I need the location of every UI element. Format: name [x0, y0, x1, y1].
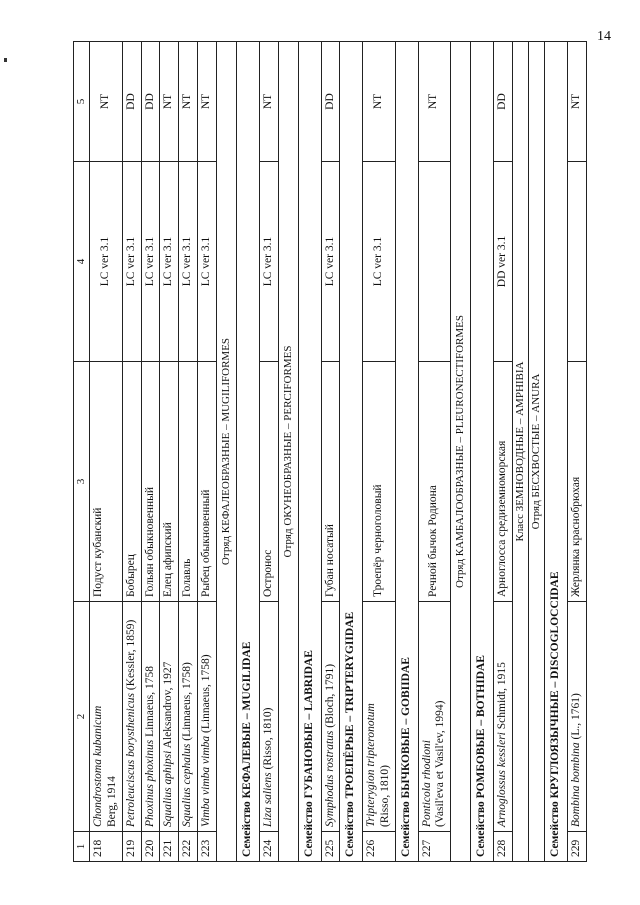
species-author: (Risso, 1810)	[378, 765, 391, 827]
iucn-status: DD ver 3.1	[494, 162, 513, 362]
russian-name: Голавль	[179, 362, 198, 602]
category: NT	[568, 42, 587, 162]
species-author: Linnaeus, 1758	[143, 666, 156, 737]
iucn-status: LC ver 3.1	[179, 162, 198, 362]
iucn-status: LC ver 3.1	[197, 162, 216, 362]
table-row	[141, 42, 160, 862]
header-col-5: 5	[74, 42, 90, 162]
table-row	[160, 42, 179, 862]
row-number: 218	[90, 832, 123, 862]
header-col-3: 3	[74, 362, 90, 602]
scan-mark	[4, 58, 7, 62]
russian-name: Елец афипский	[160, 362, 179, 602]
header-col-2: 2	[74, 602, 90, 832]
row-number: 223	[197, 832, 216, 862]
row-number: 224	[259, 832, 278, 862]
species-author: (Linnaeus, 1758)	[199, 654, 212, 733]
family-heading: Семейство РОМБОВЫЕ – BOTHIDAE	[471, 42, 494, 862]
russian-name: Троепёр черноголовый	[363, 362, 396, 602]
order-row	[451, 42, 471, 862]
species-author: Aleksandrov, 1927	[162, 661, 175, 749]
russian-name: Арноглосса средиземноморская	[494, 362, 513, 602]
row-number: 220	[141, 832, 160, 862]
scientific-name	[90, 602, 123, 832]
table-row	[418, 42, 451, 862]
species-author: (Linnaeus, 1758)	[181, 662, 194, 741]
scientific-name	[321, 602, 340, 832]
family-row	[471, 42, 494, 862]
iucn-status: LC ver 3.1	[141, 162, 160, 362]
table-row	[494, 42, 513, 862]
table-row	[197, 42, 216, 862]
category: NT	[160, 42, 179, 162]
species-name: Phoxinus phoxinus	[143, 739, 156, 827]
russian-name: Остронос	[259, 362, 278, 602]
table-row	[568, 42, 587, 862]
row-number: 227	[418, 832, 451, 862]
family-row	[395, 42, 418, 862]
species-name: Liza saliens	[261, 772, 274, 827]
scientific-name	[568, 602, 587, 832]
scientific-name	[160, 602, 179, 832]
category: DD	[321, 42, 340, 162]
category: NT	[363, 42, 396, 162]
russian-name: Гольян обыкновенный	[141, 362, 160, 602]
russian-name: Подуст кубанский	[90, 362, 123, 602]
table-row	[179, 42, 198, 862]
species-table	[73, 41, 587, 862]
species-author: (Risso, 1810)	[261, 707, 274, 770]
scientific-name	[259, 602, 278, 832]
russian-name: Бобырец	[122, 362, 141, 602]
species-name: Squalius cephalus	[181, 743, 194, 827]
row-number: 225	[321, 832, 340, 862]
table-row	[122, 42, 141, 862]
species-name: Vimba vimba vimba	[199, 735, 212, 827]
species-name: Petroleuciscus borysthenicus	[124, 692, 137, 827]
row-number: 229	[568, 832, 587, 862]
russian-name: Жерлянка краснобрюхая	[568, 362, 587, 602]
table-row	[90, 42, 123, 862]
species-author: Berg, 1914	[105, 776, 118, 827]
species-name: Squalius aphipsi	[162, 750, 175, 827]
row-number: 222	[179, 832, 198, 862]
species-name: Bombina bombina	[570, 742, 583, 827]
iucn-status	[568, 162, 587, 362]
species-table-rotated	[73, 42, 583, 862]
header-col-1: 1	[74, 832, 90, 862]
iucn-status: LC ver 3.1	[363, 162, 396, 362]
category: DD	[141, 42, 160, 162]
order-row	[529, 42, 545, 862]
iucn-status: LC ver 3.1	[321, 162, 340, 362]
scientific-name	[179, 602, 198, 832]
family-heading: Семейство КРУГЛОЯЗЫЧНЫЕ – DISCOGLOCCIDAE	[545, 42, 568, 862]
category: NT	[197, 42, 216, 162]
header-row	[74, 42, 90, 862]
scientific-name	[494, 602, 513, 832]
header-col-4: 4	[74, 162, 90, 362]
order-row	[216, 42, 236, 862]
family-row	[545, 42, 568, 862]
category: NT	[179, 42, 198, 162]
iucn-status	[418, 162, 451, 362]
category: NT	[418, 42, 451, 162]
iucn-status: LC ver 3.1	[90, 162, 123, 362]
row-number: 226	[363, 832, 396, 862]
iucn-status: LC ver 3.1	[160, 162, 179, 362]
species-author: Schmidt, 1915	[496, 662, 509, 730]
scientific-name	[141, 602, 160, 832]
family-row	[236, 42, 259, 862]
order-row	[278, 42, 298, 862]
scientific-name	[197, 602, 216, 832]
species-author: (Kessler, 1859)	[124, 619, 137, 691]
species-name: Tripterygion tripteronotum	[365, 703, 378, 827]
species-name: Arnoglossus kessleri	[496, 732, 509, 827]
order-heading: Отряд БЕСХВОСТЫЕ – ANURA	[529, 42, 545, 862]
table-row	[363, 42, 396, 862]
order-heading: Отряд ОКУНЕОБРАЗНЫЕ – PERCIFORMES	[278, 42, 298, 862]
category: DD	[494, 42, 513, 162]
species-name: Symphodus rostratus	[323, 730, 336, 827]
russian-name: Губан носатый	[321, 362, 340, 602]
species-name: Chondrostoma kubanicum	[92, 705, 105, 827]
russian-name: Речной бычок Родиона	[418, 362, 451, 602]
scientific-name	[418, 602, 451, 832]
family-heading: Семейство БЫЧКОВЫЕ – GOBIIDAE	[395, 42, 418, 862]
category: DD	[122, 42, 141, 162]
class-heading: Класс ЗЕМНОВОДНЫЕ – AMPHIBIA	[512, 42, 528, 862]
iucn-status: LC ver 3.1	[122, 162, 141, 362]
order-heading: Отряд КЕФАЛЕОБРАЗНЫЕ – MUGILIFORMES	[216, 42, 236, 862]
family-heading: Семейство ТРОЕПЁРЫЕ – TRIPTERYGIIDAE	[340, 42, 363, 862]
species-author: (Bloch, 1791)	[323, 663, 336, 728]
species-name: Ponticola rhodioni	[420, 740, 433, 827]
table-row	[321, 42, 340, 862]
family-row	[340, 42, 363, 862]
family-heading: Семейство ГУБАНОВЫЕ – LABRIDAE	[298, 42, 321, 862]
species-author: (L., 1761)	[570, 693, 583, 740]
table-row	[259, 42, 278, 862]
page-number: 14	[597, 29, 611, 44]
russian-name: Рыбец обыкновенный	[197, 362, 216, 602]
family-heading: Семейство КЕФАЛЕВЫЕ – MUGILIDAE	[236, 42, 259, 862]
order-heading: Отряд КАМБАЛООБРАЗНЫЕ – PLEURONECTIFORMES	[451, 42, 471, 862]
category: NT	[259, 42, 278, 162]
row-number: 221	[160, 832, 179, 862]
row-number: 219	[122, 832, 141, 862]
species-author: (Vasil'eva et Vasil'ev, 1994)	[434, 700, 447, 827]
family-row	[298, 42, 321, 862]
category: NT	[90, 42, 123, 162]
scientific-name	[122, 602, 141, 832]
row-number: 228	[494, 832, 513, 862]
class-row	[512, 42, 528, 862]
scientific-name	[363, 602, 396, 832]
iucn-status: LC ver 3.1	[259, 162, 278, 362]
